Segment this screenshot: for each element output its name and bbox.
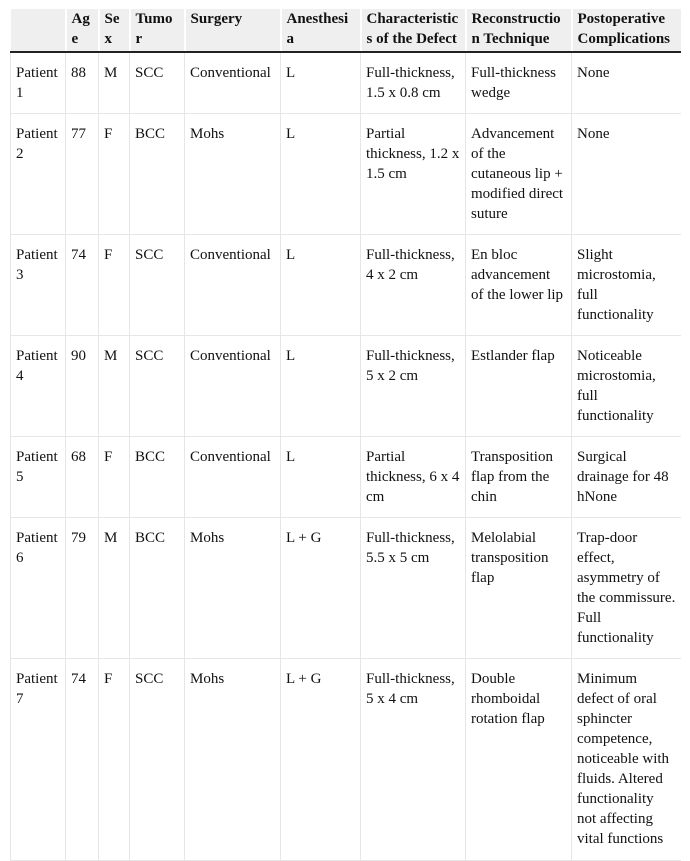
cell-surgery: Conventional bbox=[185, 336, 281, 437]
cell-patient: Patient 2 bbox=[11, 114, 66, 235]
cell-reconstruction: Double rhomboidal rotation flap bbox=[466, 659, 572, 861]
cell-anesthesia: L bbox=[281, 437, 361, 518]
cell-tumor: SCC bbox=[130, 52, 185, 114]
header-cell-tumor: Tumor bbox=[130, 9, 185, 52]
cell-age: 74 bbox=[66, 235, 99, 336]
cell-surgery: Mohs bbox=[185, 659, 281, 861]
cell-sex: M bbox=[99, 336, 130, 437]
cell-complications: None bbox=[572, 52, 681, 114]
cell-complications: None bbox=[572, 114, 681, 235]
cell-patient: Patient 5 bbox=[11, 437, 66, 518]
header-cell-sex: Sex bbox=[99, 9, 130, 52]
header-cell-anesthesia: Anesthesia bbox=[281, 9, 361, 52]
cell-reconstruction: Advancement of the cutaneous lip + modified direct suture bbox=[466, 114, 572, 235]
cell-tumor: BCC bbox=[130, 114, 185, 235]
cell-complications: Surgical drainage for 48 hNone bbox=[572, 437, 681, 518]
cell-sex: F bbox=[99, 659, 130, 861]
header-cell-surgery: Surgery bbox=[185, 9, 281, 52]
cell-sex: M bbox=[99, 52, 130, 114]
table-row bbox=[11, 659, 681, 861]
cell-anesthesia: L bbox=[281, 52, 361, 114]
cell-complications: Slight microstomia, full functionality bbox=[572, 235, 681, 336]
cell-complications: Trap-door effect, asymmetry of the commissure. Full functionality bbox=[572, 518, 681, 659]
cell-complications: Noticeable microstomia, full functionality bbox=[572, 336, 681, 437]
table-row bbox=[11, 518, 681, 659]
table-row bbox=[11, 336, 681, 437]
cell-sex: F bbox=[99, 114, 130, 235]
cell-surgery: Conventional bbox=[185, 437, 281, 518]
cell-tumor: SCC bbox=[130, 659, 185, 861]
cell-reconstruction: Estlander flap bbox=[466, 336, 572, 437]
table-row bbox=[11, 52, 681, 114]
cell-tumor: BCC bbox=[130, 437, 185, 518]
cell-defect: Partial thickness, 1.2 x 1.5 cm bbox=[361, 114, 466, 235]
cell-defect: Full-thickness, 4 x 2 cm bbox=[361, 235, 466, 336]
cell-anesthesia: L bbox=[281, 235, 361, 336]
cell-tumor: BCC bbox=[130, 518, 185, 659]
cell-sex: M bbox=[99, 518, 130, 659]
cell-patient: Patient 4 bbox=[11, 336, 66, 437]
cell-reconstruction: Transposition flap from the chin bbox=[466, 437, 572, 518]
cell-anesthesia: L + G bbox=[281, 659, 361, 861]
header-cell-complications: Postoperative Complications bbox=[572, 9, 681, 52]
cell-age: 74 bbox=[66, 659, 99, 861]
table-row bbox=[11, 437, 681, 518]
header-cell-defect: Characteristics of the Defect bbox=[361, 9, 466, 52]
cell-age: 79 bbox=[66, 518, 99, 659]
cell-surgery: Mohs bbox=[185, 518, 281, 659]
cell-age: 90 bbox=[66, 336, 99, 437]
cell-surgery: Conventional bbox=[185, 52, 281, 114]
cell-anesthesia: L bbox=[281, 114, 361, 235]
cell-complications: Minimum defect of oral sphincter competence, noticeable with fluids. Altered functionality not affecting vital functions bbox=[572, 659, 681, 861]
cell-patient: Patient 1 bbox=[11, 52, 66, 114]
cell-reconstruction: Melolabial transposition flap bbox=[466, 518, 572, 659]
cell-tumor: SCC bbox=[130, 235, 185, 336]
table-row bbox=[11, 114, 681, 235]
cell-defect: Full-thickness, 5 x 2 cm bbox=[361, 336, 466, 437]
cell-age: 88 bbox=[66, 52, 99, 114]
cell-surgery: Mohs bbox=[185, 114, 281, 235]
cell-tumor: SCC bbox=[130, 336, 185, 437]
cell-anesthesia: L + G bbox=[281, 518, 361, 659]
cell-anesthesia: L bbox=[281, 336, 361, 437]
cell-defect: Full-thickness, 1.5 x 0.8 cm bbox=[361, 52, 466, 114]
table-body bbox=[11, 52, 681, 861]
header-row bbox=[11, 9, 681, 52]
cell-defect: Partial thickness, 6 x 4 cm bbox=[361, 437, 466, 518]
cell-patient: Patient 3 bbox=[11, 235, 66, 336]
table-header bbox=[11, 9, 681, 52]
cell-sex: F bbox=[99, 235, 130, 336]
header-cell-reconstruction: Reconstruction Technique bbox=[466, 9, 572, 52]
cell-age: 68 bbox=[66, 437, 99, 518]
header-cell-patient bbox=[11, 9, 66, 52]
cell-reconstruction: En bloc advancement of the lower lip bbox=[466, 235, 572, 336]
cell-sex: F bbox=[99, 437, 130, 518]
table-row bbox=[11, 235, 681, 336]
patient-characteristics-table bbox=[10, 9, 681, 861]
header-cell-age: Age bbox=[66, 9, 99, 52]
cell-patient: Patient 7 bbox=[11, 659, 66, 861]
cell-defect: Full-thickness, 5.5 x 5 cm bbox=[361, 518, 466, 659]
cell-defect: Full-thickness, 5 x 4 cm bbox=[361, 659, 466, 861]
cell-reconstruction: Full-thickness wedge bbox=[466, 52, 572, 114]
cell-patient: Patient 6 bbox=[11, 518, 66, 659]
cell-age: 77 bbox=[66, 114, 99, 235]
cell-surgery: Conventional bbox=[185, 235, 281, 336]
